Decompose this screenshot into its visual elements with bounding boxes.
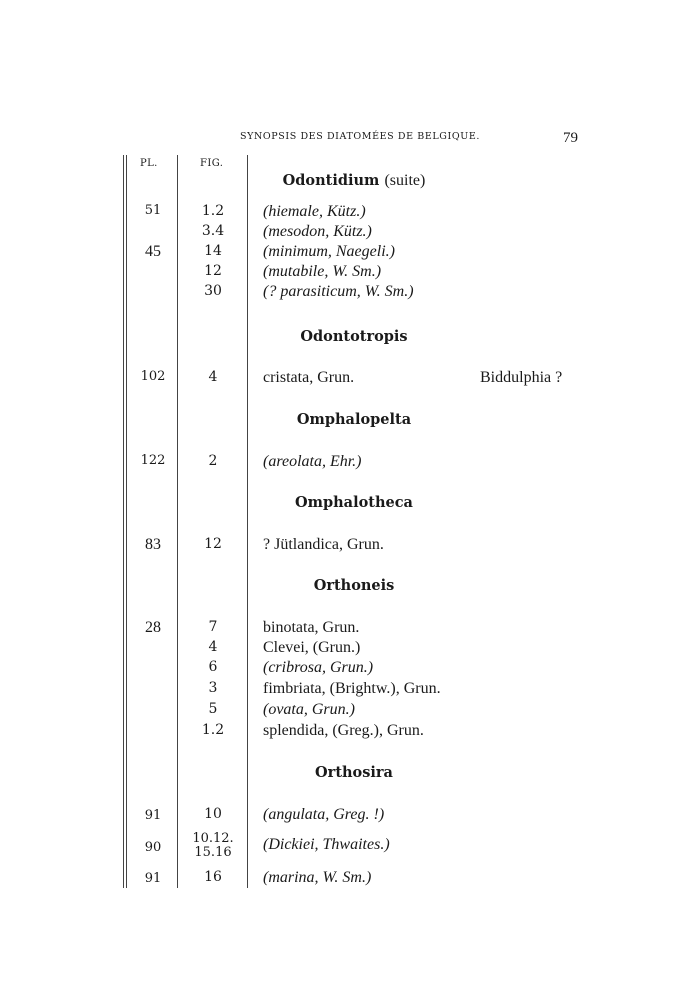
species-name: (minimum, Naegeli.) bbox=[263, 243, 395, 260]
plate-number: 91 bbox=[144, 871, 162, 886]
genus-heading: Odontotropis bbox=[300, 328, 408, 345]
figure-number: 2 bbox=[208, 453, 218, 469]
genus-heading bbox=[248, 172, 460, 190]
plate-number: 90 bbox=[144, 840, 162, 855]
column-header-pl: PL. bbox=[140, 158, 158, 169]
species-name: (angulata, Greg. !) bbox=[263, 806, 385, 823]
species-name: splendida, (Greg.), Grun. bbox=[263, 722, 424, 739]
species-name: (cribrosa, Grun.) bbox=[263, 659, 374, 676]
figure-number: 12 bbox=[204, 263, 222, 279]
plate-number: 122 bbox=[140, 453, 166, 468]
figure-number bbox=[178, 832, 248, 860]
species-name: ? Jütlandica, Grun. bbox=[263, 536, 384, 553]
genus-heading: Omphalopelta bbox=[296, 411, 412, 428]
outer-double-rule-left bbox=[123, 155, 124, 888]
plate-number: 102 bbox=[140, 369, 166, 384]
species-name: binotata, Grun. bbox=[263, 619, 360, 636]
figure-number: 7 bbox=[208, 619, 218, 635]
genus-heading: Orthosira bbox=[315, 764, 393, 781]
figure-number: 5 bbox=[208, 701, 218, 717]
species-name: (mutabile, W. Sm.) bbox=[263, 263, 382, 280]
figure-number-line1: 10.12. bbox=[192, 831, 234, 846]
plate-number: 51 bbox=[144, 203, 162, 218]
running-title: SYNOPSIS DES DIATOMÉES DE BELGIQUE. bbox=[240, 131, 480, 142]
figure-number: 10 bbox=[204, 806, 222, 822]
species-name: (ovata, Grun.) bbox=[263, 701, 355, 718]
plate-number: 91 bbox=[144, 808, 162, 823]
figure-number: 14 bbox=[204, 243, 222, 259]
running-header bbox=[0, 131, 700, 151]
species-name: (areolata, Ehr.) bbox=[263, 453, 362, 470]
figure-number: 6 bbox=[208, 659, 218, 675]
page-number: 79 bbox=[563, 130, 578, 146]
species-name: fimbriata, (Brightw.), Grun. bbox=[263, 680, 441, 697]
species-name: (Dickiei, Thwaites.) bbox=[263, 836, 390, 853]
figure-number: 3 bbox=[208, 680, 218, 696]
figure-number: 30 bbox=[204, 283, 222, 299]
figure-number-line2: 15.16 bbox=[194, 845, 232, 860]
species-name: (hiemale, Kütz.) bbox=[263, 203, 366, 220]
figure-number: 4 bbox=[208, 369, 218, 385]
figure-number: 1.2 bbox=[201, 203, 225, 219]
plate-number: 28 bbox=[145, 619, 161, 636]
figure-number: 3.4 bbox=[201, 223, 225, 239]
plate-number: 45 bbox=[145, 243, 161, 260]
genus-suffix: (suite) bbox=[384, 172, 426, 189]
figure-number: 12 bbox=[204, 536, 222, 552]
genus-heading: Orthoneis bbox=[313, 577, 395, 594]
species-name: cristata, Grun. bbox=[263, 369, 355, 386]
species-name: (mesodon, Kütz.) bbox=[263, 223, 372, 240]
species-name: Clevei, (Grun.) bbox=[263, 639, 361, 656]
figure-number: 1.2 bbox=[201, 722, 225, 738]
margin-note: Biddulphia ? bbox=[480, 369, 563, 386]
genus-name: Odontidium bbox=[282, 172, 380, 189]
outer-double-rule-right bbox=[126, 155, 127, 888]
figure-number: 4 bbox=[208, 639, 218, 655]
species-name: (? parasiticum, W. Sm.) bbox=[263, 283, 414, 300]
species-name: (marina, W. Sm.) bbox=[263, 869, 372, 886]
genus-heading: Omphalotheca bbox=[295, 494, 413, 511]
figure-number: 16 bbox=[204, 869, 222, 885]
plate-number: 83 bbox=[145, 536, 161, 553]
column-header-fig: FIG. bbox=[200, 158, 224, 169]
